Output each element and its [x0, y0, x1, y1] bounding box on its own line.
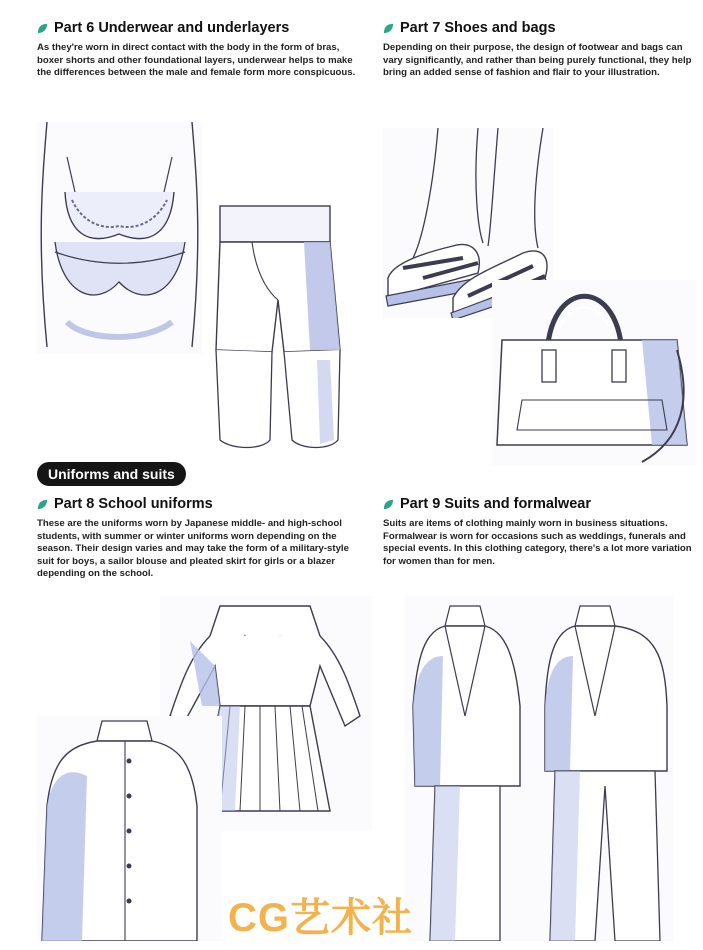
- bra-illustration: [37, 122, 202, 354]
- bag-illustration: [492, 280, 697, 465]
- part-7-title: Part 7 Shoes and bags: [400, 20, 556, 36]
- gakuran-illustration: [37, 716, 222, 941]
- leaf-icon: [383, 23, 394, 34]
- part-7-text: Depending on their purpose, the design of footwear and bags can vary significantly, and rather than being purely functional, they help bring an added sense of fashion and flair to your illustration.: [383, 42, 692, 79]
- leaf-icon: [383, 499, 394, 510]
- boxers-illustration: [212, 200, 352, 452]
- part-9-text: Suits are items of clothing mainly worn in business situations. Formalwear is worn for occasions such as weddings, funerals and special events. In this clothing category, there's a lot more variation for women than for men.: [383, 518, 692, 567]
- part-9-title: Part 9 Suits and formalwear: [400, 496, 591, 512]
- section-label: Uniforms and suits: [37, 462, 186, 486]
- part-8-title: Part 8 School uniforms: [54, 496, 213, 512]
- part-7-section: [383, 20, 701, 80]
- part-8-heading: [37, 496, 362, 512]
- part-9-section: [383, 496, 701, 568]
- part-6-section: [37, 20, 367, 80]
- part-8-text: These are the uniforms worn by Japanese middle- and high-school students, with summer or winter uniforms worn depending on the season. Their design varies and may take the form of a military-style suit for boys, a sailor blouse and pleated skirt for girls or a blazer depending on the school.: [37, 518, 349, 580]
- part-6-text: As they're worn in direct contact with the body in the form of bras, boxer shorts and other foundational layers, underwear helps to make the differences between the male and female form more conspicuous.: [37, 42, 356, 79]
- part-8-section: [37, 496, 362, 581]
- part-7-heading: [383, 20, 701, 36]
- part-6-title: Part 6 Underwear and underlayers: [54, 20, 290, 36]
- part-9-heading: [383, 496, 701, 512]
- watermark: CG艺术社: [228, 896, 413, 940]
- part-6-heading: [37, 20, 367, 36]
- leaf-icon: [37, 499, 48, 510]
- suits-illustration: [405, 596, 673, 941]
- leaf-icon: [37, 23, 48, 34]
